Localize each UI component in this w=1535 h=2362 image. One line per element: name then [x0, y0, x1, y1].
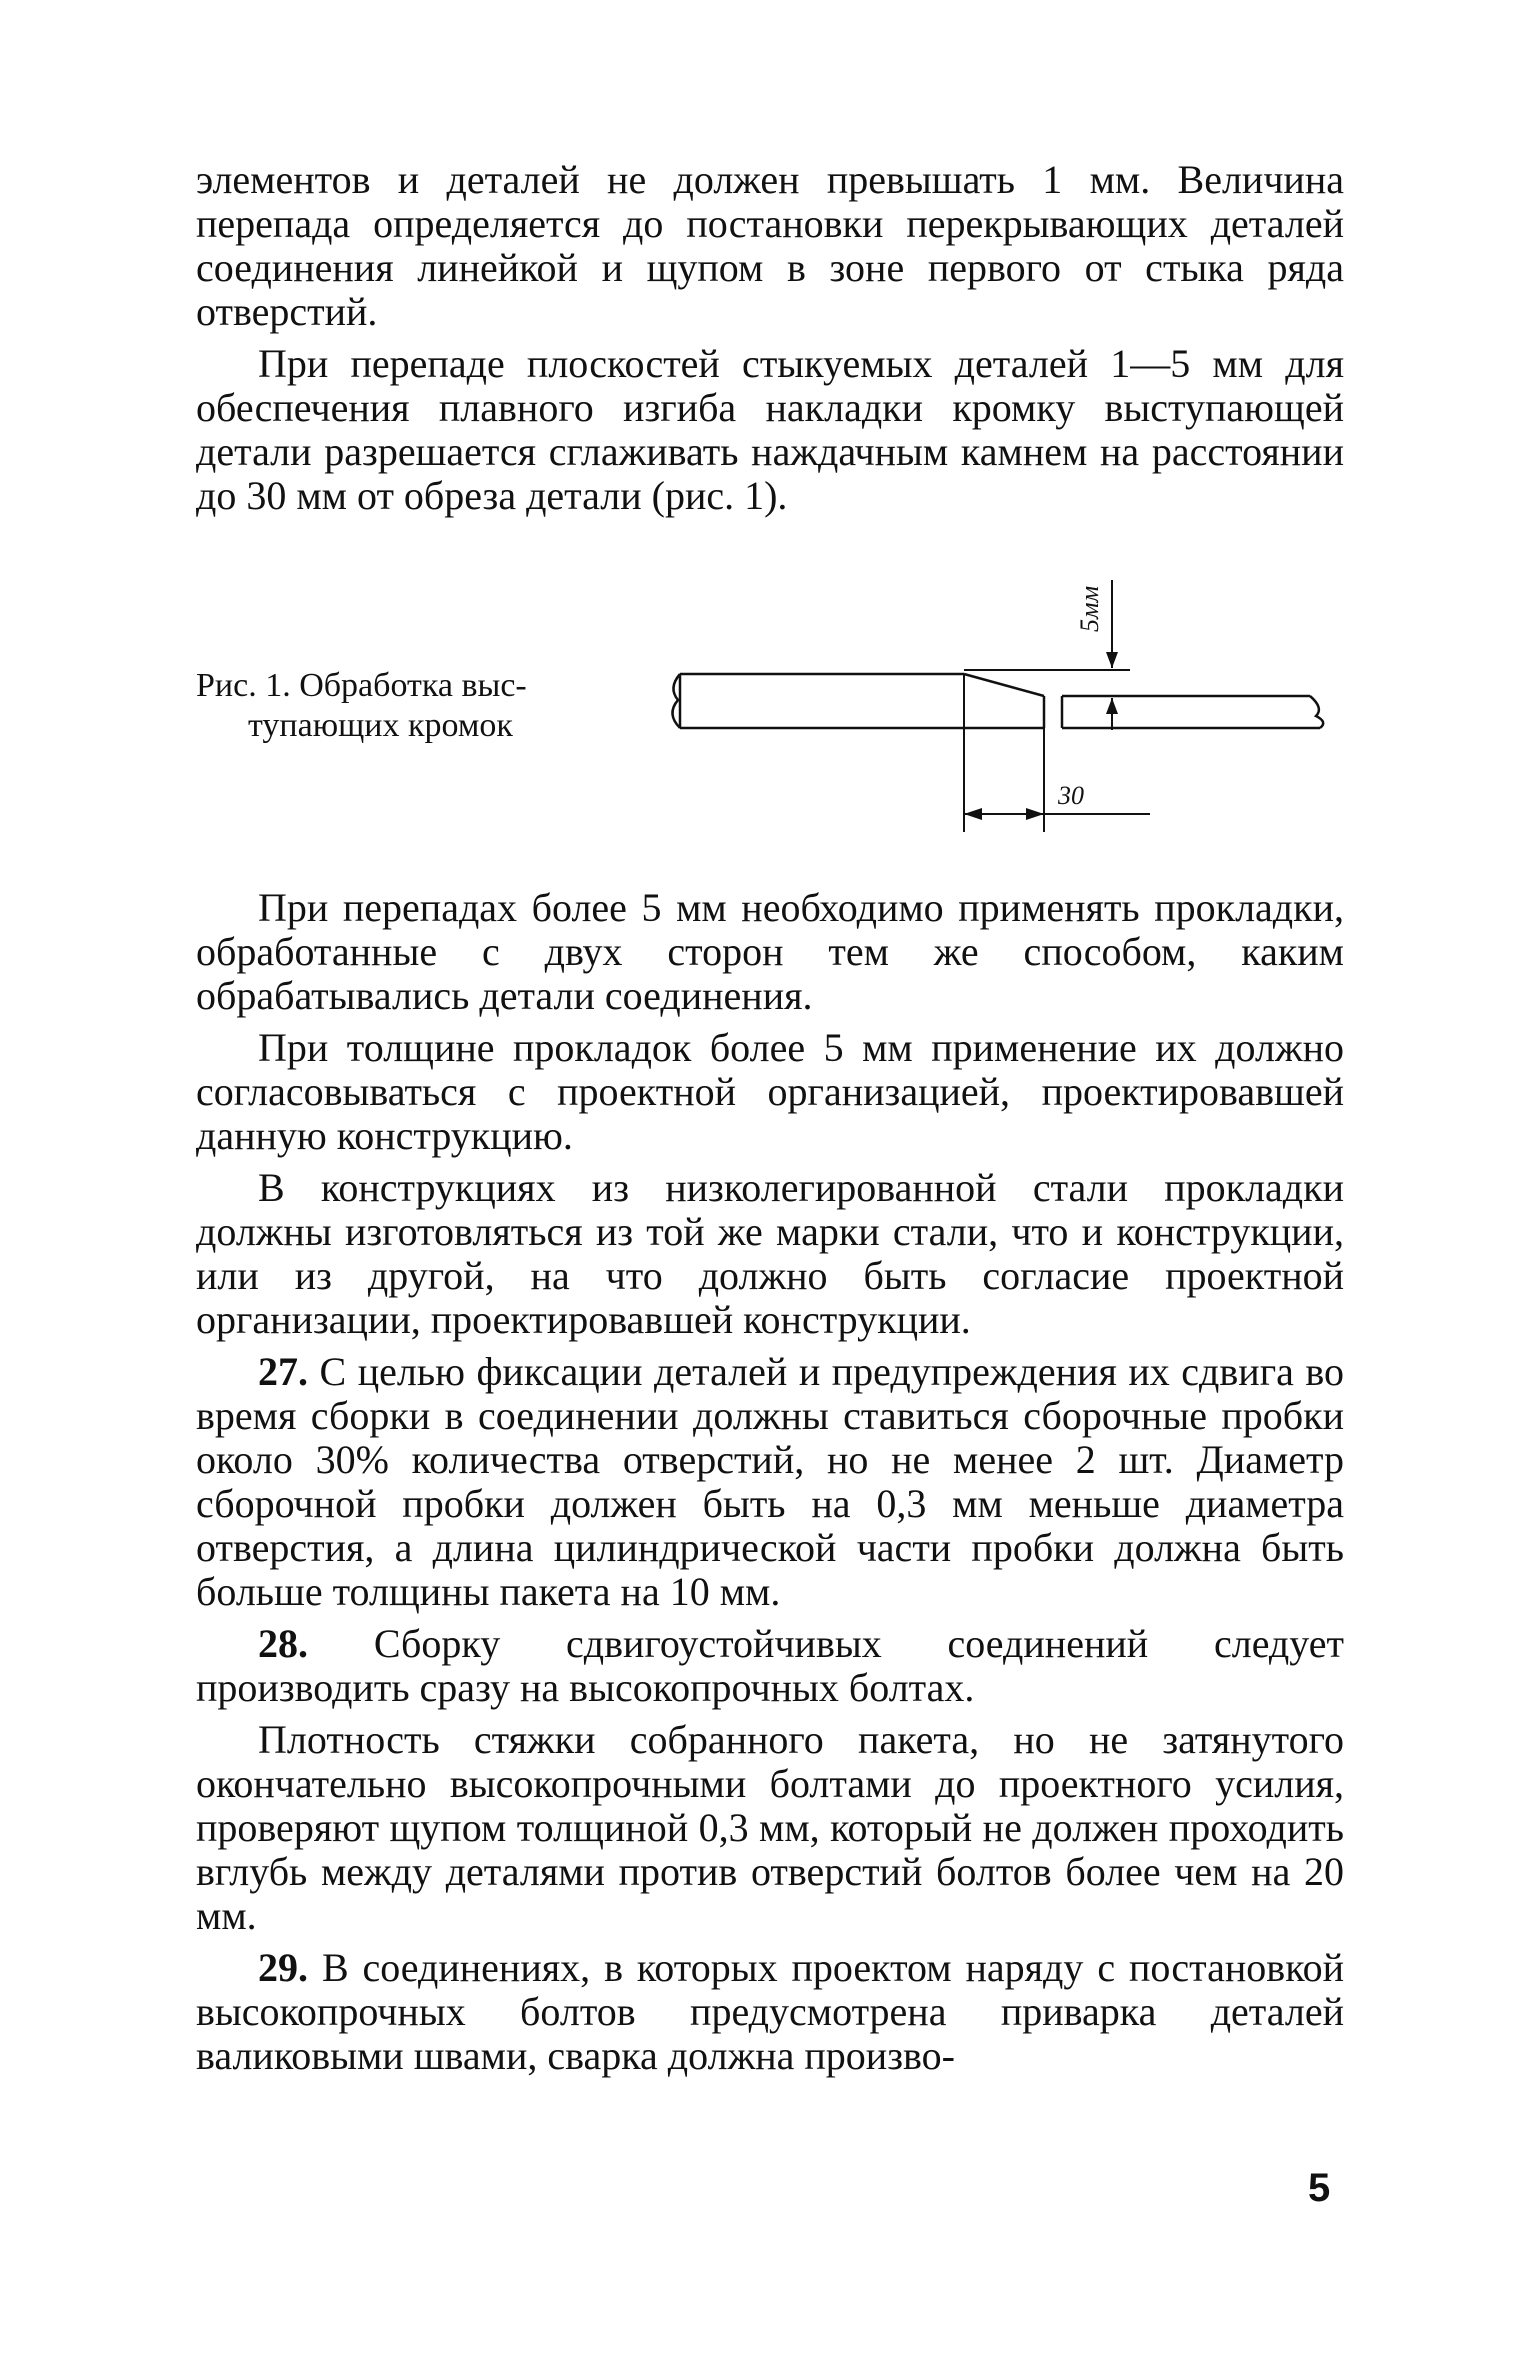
- text-block-bottom: [196, 886, 1344, 2086]
- arrow-horizontal-right: [1026, 808, 1044, 820]
- paragraph-continuation: элементов и деталей не должен превышать 1 мм. Величина перепада определяется до постановки перекрывающих деталей соединения линейкой и щупом в зоне первого от стыка ряда отверстий.: [196, 157, 1344, 334]
- figure-caption-line-2: тупающих кромок: [248, 707, 513, 744]
- dimension-label-30: 30: [1058, 781, 1084, 810]
- page-number: 5: [1308, 2166, 1331, 2210]
- text-block-top: [196, 158, 1344, 526]
- figure-edge-treatment: [660, 570, 1350, 850]
- paragraph-text: С целью фиксации деталей и предупреждения их сдвига во время сборки в соединении должны ставиться сборочные пробки около 30% количества отверстий, но не менее 2 шт. Диаметр сборочной пробки должен быть на 0,3 мм меньше диаметра отверстия, а длина цилиндрической части пробки должна быть больше толщины пакета на 10 мм.: [196, 1349, 1344, 1614]
- figure-drawing: [660, 570, 1350, 850]
- paragraph-tightness: [196, 1718, 1344, 1938]
- paragraph-low-alloy-steel: [196, 1166, 1344, 1342]
- paragraph-text: В соединениях, в которых проектом наряду с постановкой высокопрочных болтов предусмотрена приварка деталей валиковыми швами, сварка должна произво-: [196, 1945, 1345, 2078]
- paragraph-text: При толщине прокладок более 5 мм применение их должно согласовываться с проектной организацией, проектировавшей данную конструкцию.: [196, 1025, 1344, 1158]
- dimension-label-5mm: 5мм: [1075, 585, 1104, 632]
- item-number: 29.: [258, 1945, 308, 1990]
- item-number: 28.: [258, 1621, 308, 1666]
- paragraph-text: В конструкциях из низколегированной стали прокладки должны изготовляться из той же марки стали, что и конструкции, или из другой, на что должно быть согласие проектной организации, проектировавшей конструкции.: [196, 1165, 1344, 1342]
- paragraph-item-28: [196, 1622, 1344, 1710]
- paragraph-text: Сборку сдвигоустойчивых соединений следует производить сразу на высокопрочных болтах.: [196, 1621, 1344, 1710]
- item-number: 27.: [258, 1349, 308, 1394]
- arrow-horizontal-left: [964, 808, 982, 820]
- right-plate-break: [1310, 696, 1323, 728]
- paragraph-text: Плотность стяжки собранного пакета, но не затянутого окончательно высокопрочными болтами до проектного усилия, проверяют щупом толщиной 0,3 мм, который не должен проходить вглубь между деталями против отверстий болтов более чем на 20 мм.: [196, 1717, 1344, 1938]
- paragraph-height-difference: При перепаде плоскостей стыкуемых деталей 1—5 мм для обеспечения плавного изгиба накладки кромку выступающей детали разрешается сглаживать наждачным камнем на расстоянии до 30 мм от обреза детали (рис. 1).: [196, 341, 1344, 518]
- left-plate-bevel: [964, 674, 1044, 696]
- arrow-vertical-bottom: [1106, 698, 1118, 714]
- paragraph-shims: [196, 886, 1344, 1018]
- arrow-vertical-top: [1106, 652, 1118, 668]
- paragraph-shim-thickness: [196, 1026, 1344, 1158]
- paragraph-item-27: [196, 1350, 1344, 1614]
- figure-caption: [196, 666, 616, 746]
- paragraph-item-29: [196, 1946, 1344, 2078]
- figure-caption-line-1: Рис. 1. Обработка выс-: [196, 667, 527, 704]
- paragraph-text: При перепадах более 5 мм необходимо применять прокладки, обработанные с двух сторон тем же способом, каким обрабатывались детали соединения.: [196, 885, 1344, 1018]
